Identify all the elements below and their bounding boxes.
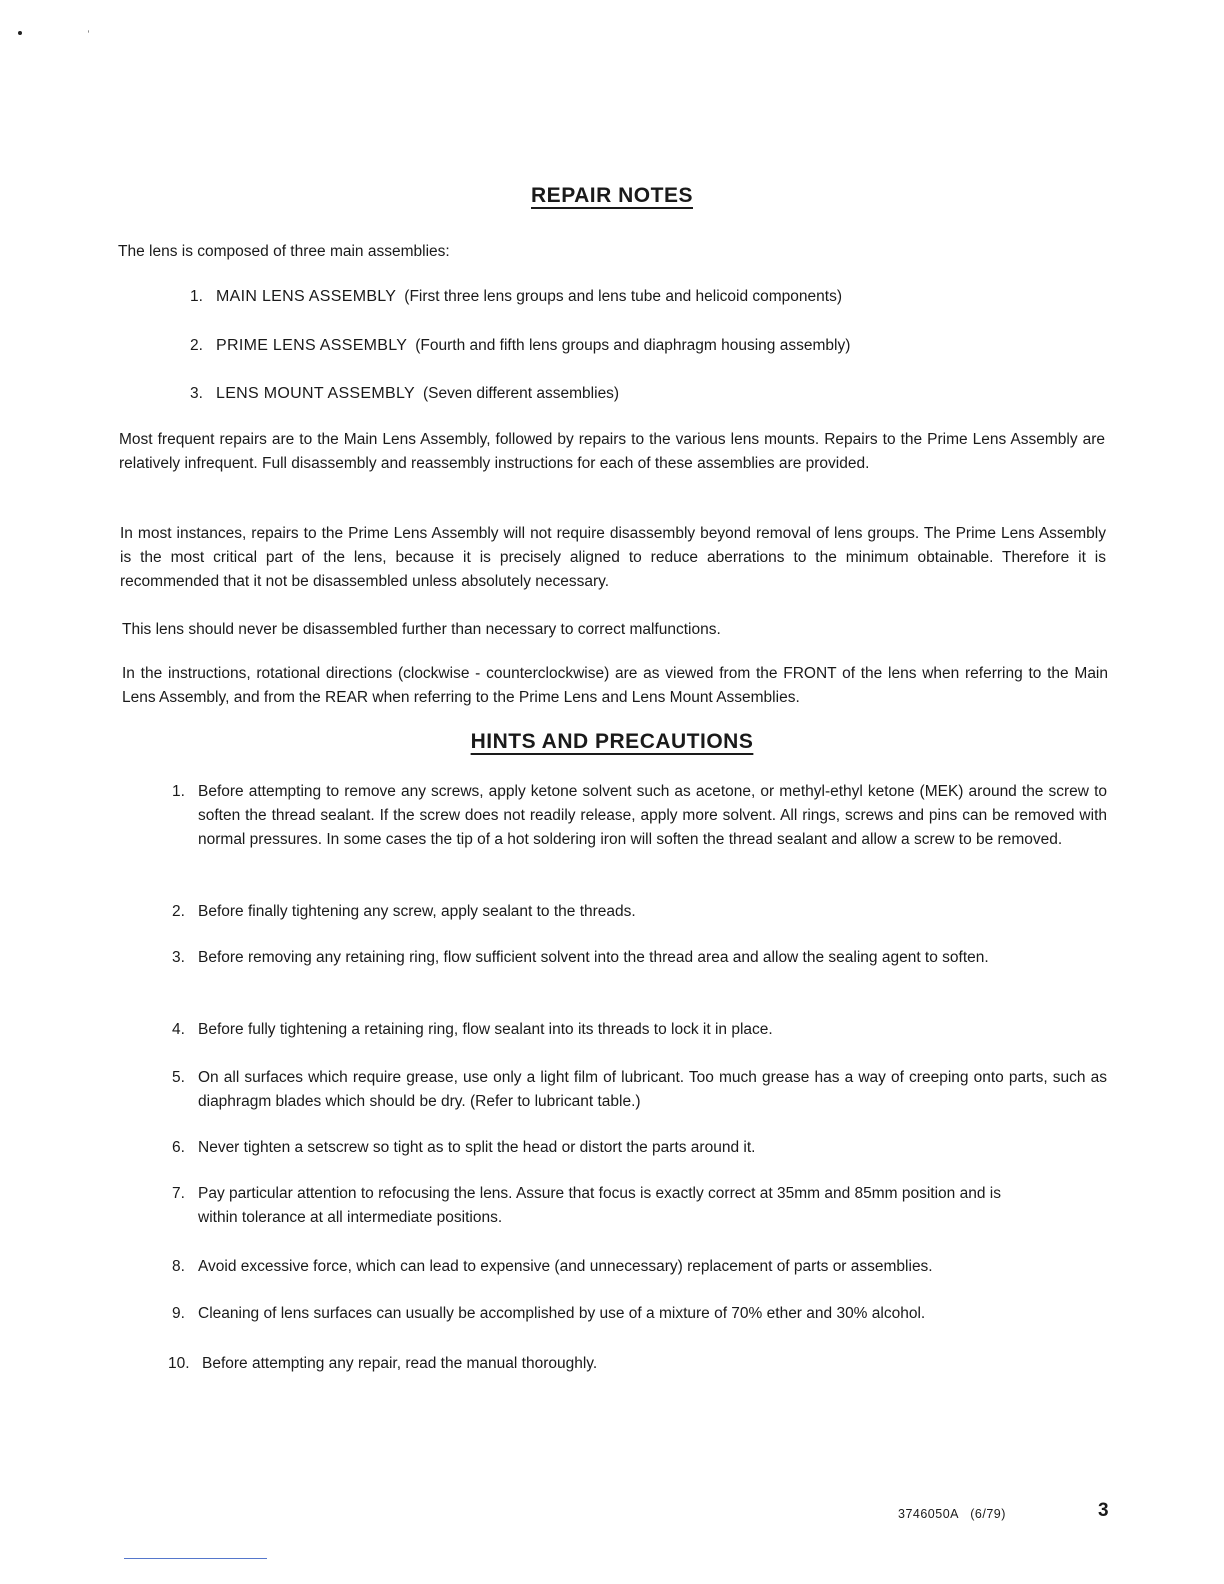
hint-number: 4. (172, 1021, 185, 1038)
assembly-number: 3. (190, 385, 203, 402)
hint-number: 9. (172, 1305, 185, 1322)
repair-paragraph: In most instances, repairs to the Prime Lens Assembly will not require disassembly beyond removal of lens groups. The Prime Lens Assembly is the most critical part of the lens, because it is precisely aligned to reduce aberrations to the minimum obtainable. Therefore it is recommended that it not be disassembled unless absolutely necessary. (120, 525, 1106, 590)
hint-item (172, 1182, 1032, 1230)
repair-paragraph: Most frequent repairs are to the Main Lens Assembly, followed by repairs to the various lens mounts. Repairs to the Prime Lens Assembly are relatively infrequent. Full disassembly and reassembly instructions for each of these assemblies are provided. (119, 431, 1105, 472)
hint-text: Before fully tightening a retaining ring, flow sealant into its threads to lock it in place. (198, 1021, 773, 1038)
hint-item (172, 780, 1107, 852)
hint-text: Before attempting any repair, read the manual thoroughly. (202, 1355, 598, 1372)
hint-item (172, 1136, 1107, 1160)
assembly-description: (Seven different assemblies) (422, 385, 620, 402)
hint-text: Cleaning of lens surfaces can usually be accomplished by use of a mixture of 70% ether and 30% alcohol. (198, 1305, 926, 1322)
repair-notes-title-text: REPAIR NOTES (531, 184, 693, 207)
scan-speck (18, 31, 22, 35)
hint-text: On all surfaces which require grease, use only a light film of lubricant. Too much grease has a way of creeping onto parts, such as diaphragm blades which should be dry. (Refer to lubricant table.) (198, 1069, 1107, 1110)
hint-item (172, 1066, 1107, 1114)
hint-text: Before removing any retaining ring, flow sufficient solvent into the thread area and allow the sealing agent to soften. (198, 949, 989, 966)
assembly-number: 2. (190, 337, 203, 354)
assembly-item (190, 383, 619, 405)
repair-paragraph: In the instructions, rotational directions (clockwise - counterclockwise) are as viewed from the FRONT of the lens when referring to the Main Lens Assembly, and from the REAR when referring to the Prime Lens and Lens Mount Assemblies. (122, 665, 1108, 706)
assembly-name: MAIN LENS ASSEMBLY (216, 288, 397, 305)
hint-item (172, 900, 1107, 924)
hint-text: Avoid excessive force, which can lead to expensive (and unnecessary) replacement of parts or assemblies. (198, 1258, 933, 1275)
scan-artifact-line (124, 1558, 267, 1559)
hint-number: 7. (172, 1185, 185, 1202)
hint-number: 8. (172, 1258, 185, 1275)
hint-text: Pay particular attention to refocusing the lens. Assure that focus is exactly correct at 35mm and 85mm position and is within tolerance at all intermediate positions. (198, 1185, 1001, 1226)
scan-speck (88, 30, 89, 33)
document-code: 3746050A (6/79) (898, 1507, 1006, 1521)
assembly-item (190, 335, 850, 357)
hint-number: 10. (168, 1355, 190, 1372)
hint-text: Never tighten a setscrew so tight as to split the head or distort the parts around it. (198, 1139, 756, 1156)
hint-item (172, 1302, 1107, 1326)
repair-notes-title (0, 184, 1224, 208)
hint-text: Before attempting to remove any screws, apply ketone solvent such as acetone, or methyl-ethyl ketone (MEK) around the screw to soften the thread sealant. If the screw does not readily release, apply more solvent. All rings, screws and pins can be removed with normal pressures. In some cases the tip of a hot soldering iron will soften the thread sealant and allow a screw to be removed. (198, 783, 1107, 848)
assembly-name: PRIME LENS ASSEMBLY (216, 337, 408, 354)
hint-item (172, 1018, 1107, 1042)
hint-number: 2. (172, 903, 185, 920)
hint-number: 3. (172, 949, 185, 966)
assembly-name: LENS MOUNT ASSEMBLY (216, 385, 415, 402)
hint-text: Before finally tightening any screw, apply sealant to the threads. (198, 903, 636, 920)
hints-title (0, 730, 1224, 754)
assembly-description: (Fourth and fifth lens groups and diaphragm housing assembly) (415, 337, 851, 354)
hint-number: 5. (172, 1069, 185, 1086)
hint-number: 1. (172, 783, 185, 800)
repair-paragraph: This lens should never be disassembled further than necessary to correct malfunctions. (122, 621, 721, 638)
hint-item (172, 1255, 1107, 1279)
hints-title-text: HINTS AND PRECAUTIONS (470, 730, 754, 753)
hint-item (168, 1352, 1103, 1376)
assembly-description: (First three lens groups and lens tube and helicoid components) (404, 288, 842, 305)
assembly-item (190, 286, 842, 308)
hint-number: 6. (172, 1139, 185, 1156)
page-number: 3 (1098, 1500, 1109, 1521)
assembly-number: 1. (190, 288, 203, 305)
intro-paragraph: The lens is composed of three main assemblies: (118, 243, 450, 260)
hint-item (172, 946, 1052, 970)
